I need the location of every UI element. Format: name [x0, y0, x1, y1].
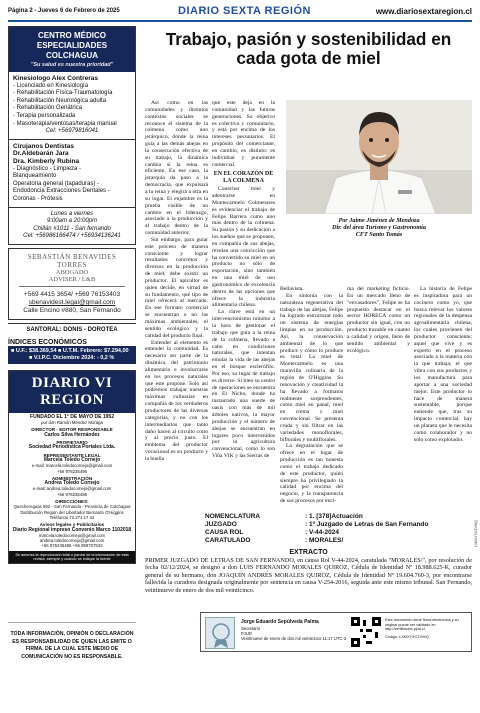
ads-emails: marcela.toledocornejo@gmail.com andrea.toledocornejo@gmail.com	[38, 532, 106, 544]
director-name: Carlos Silva Hernández	[44, 431, 100, 438]
legal-row	[145, 537, 472, 545]
service-item: Coronas - Prótesis	[13, 195, 63, 202]
lawyer-phones: +569 4415 3654/ +569 76153403	[23, 290, 121, 298]
lawyer-role: ABOGADO	[55, 268, 89, 276]
ad-tagline: "Su salud es nuestra prioridad"	[9, 62, 135, 72]
left-sidebar	[8, 26, 136, 564]
signer-org: PJUD	[241, 631, 252, 636]
caption-author: Por Jaime Jiménez de Mendoza	[338, 217, 420, 224]
paragraph: La degustación que se ofrece en el lugar de producción es tan honesta como el trabajo dedicado de este productor, quien siempre ha privilegiado la calidad por encima del negocio, y la transparencia de sus procesos por enci-	[280, 443, 343, 505]
service-item: Endodoncia Extracciones Dentales -	[13, 188, 110, 195]
legal-row	[145, 513, 472, 521]
paragraph: La historia de Felipe es inspiradora para un cocinero como yo, que busca relevar los valores regionales de la despensa agroalimentaria chilena, los cuales provienen del productor consciente: aquel que vive y es experto en el proceso asociado a la materia con la que trabaja; el que vibra con sus productos y los manufactura para aportar a una sociedad mejor. Este productor lo hace de manera sustentable, porque entiende que, tras su impacto comercial, hay un planeta que le necesita como colaborador y no solo como explotador.	[414, 286, 472, 443]
article-column-4	[347, 286, 410, 354]
author-photo	[286, 100, 472, 214]
lawyer-email[interactable]: sbenavidest.legal@gmail.com	[28, 298, 116, 306]
reproduction-note: Se autoriza la reproducción total o parcial de la información de esta revista, siempre y cuando se indique la fuente	[9, 551, 135, 563]
caption-institution: CFT Santo Tomás	[355, 231, 403, 239]
ads-contract: Diario Regional impreso Convenio Marco 1102018	[12, 526, 132, 533]
admin-email: e-mail: andrea.toledocornejo@gmail.com	[32, 486, 112, 492]
owner-heading: PROPIETARIO	[56, 440, 88, 446]
legal-key: NOMENCLATURA	[205, 513, 261, 520]
service-item: Operatoria general (tapaduras) -	[13, 180, 100, 187]
ads-heading: Avisos legales y Publicitarios	[39, 522, 105, 528]
verification-note: Este documento tiene firma electrónica y su original puede ser validado en http://verificadoc.pjud.cl	[385, 618, 459, 632]
legal-row	[145, 529, 472, 537]
diario-logo: DIARIO VI REGION	[9, 371, 135, 413]
dentist-name: Dra. Kimberly Rubina	[13, 157, 80, 165]
legal-value: : MORALES/	[305, 537, 344, 544]
verification-text	[385, 618, 469, 640]
indices-line: ■ U.F.: $38.369,54 ■ U.T.M. Febrero: $7.294,00	[11, 347, 129, 354]
address: Chillán #1011 - San fernando	[33, 225, 111, 232]
legal-key: CAUSA ROL	[205, 529, 244, 536]
schedule-hours: 9:00am a 20:00pm	[46, 218, 98, 225]
legal-key: JUZGADO	[205, 521, 237, 528]
founded: FUNDADO EL 1° DE MAYO DE 1952	[30, 413, 114, 420]
address-line: Distribución Región del Libertador Bernardo O'Higgins	[20, 509, 124, 515]
indices-line: ■ V.I.P.C. Diciembre 2024: - 0,2 %	[29, 354, 115, 361]
article-subheading: EN EL CORAZÓN DE LA COLMENA	[213, 171, 274, 185]
rep-email: e-mail: marcela.toledocornejo@gmail.com	[31, 463, 113, 469]
signer-meta	[241, 626, 346, 641]
chef-portrait-image	[286, 100, 472, 214]
paragraph: Sin embargo, para guiar este proceso de manera consciente y lograr resultados concretos y diversos en la producción de miel, debe existir un productor. El apicultor es quien decide, en virtud de su fundamento, qué tipo de miel ofrecerá al mercado. En ese formato comercial se encuentran o no las máximas ambientales, el sentido ecológico y la calidad del producto final.	[145, 236, 208, 339]
address-line: Quechereguas 592 - San Fernando - Provincia de Colchagua	[13, 504, 131, 510]
service-item: - Masoterapia/ventosas/terapia manual	[13, 120, 117, 127]
address-line: Teléfonos 72 271 17 42	[49, 514, 95, 520]
ad-title: CENTRO MÉDICO ESPECIALIDADES COLCHAGUA	[9, 27, 135, 62]
caption-role: Dir. del área Turismo y Gastronomía	[332, 224, 426, 232]
electronic-signature-box	[200, 612, 472, 652]
service-item: - Diagnóstico - Limpieza -	[13, 165, 82, 172]
page-header	[8, 4, 472, 22]
legal-notice	[145, 513, 472, 594]
article-column-5	[414, 286, 472, 443]
masthead-box	[8, 370, 136, 564]
service-item: Blanqueamiento	[13, 173, 57, 180]
service-item: - Rehabilitación Geriátrica	[13, 105, 83, 112]
paragraph: En sintonía con la naturaleza regenerativa del trabajo de las abejas, Felipe ha logrado estructurar todo un sistema de energías limpias en su producción. Así, la conservación ambiental de lo que produce y cómo lo produce es total. La miel de Montecarmelo es una maravilla culinaria de la región de O'Higgins. Su renovación y creatividad la ha llevado a formatos realmente sorprendentes, como miel en panal, miel en crema y miel convencional. Se presenta cruda y sin filtrar en las variedades monoflorales, biflorales y multiflorales.	[280, 292, 343, 443]
legal-value: : V-44-2024	[305, 529, 339, 536]
santoral: SANTORAL: DONIS - DOROTEA	[8, 323, 136, 333]
director-heading: DIRECTOR - EDITOR RESPONSABLE	[31, 427, 113, 433]
website-link[interactable]: www.diariosextaregion.cl	[375, 7, 472, 16]
paragraph: Bellavista.	[280, 286, 304, 292]
paragraph: La clave está en un intervencionismo mínimo a la hora de gestionar el trabajo que guía a la reina de la colmena, llevado a cabo en condiciones naturales, que intentan emular la vida de las abejas en el bosque esclerófilo. Por eso, su lugar de trabajo es diverso. Si bien su centro de operaciones se encuentra en El Nicho, donde ha instaurado una suerte de oasis con más de mil árboles nativos, la mayor producción y el número de abejas se encuentran en lugares poco intervenidos por la agricultura convencional, como lo son Viña VIK y las Sierras de	[212, 309, 275, 460]
addresses-heading: DIRECCIONES:	[55, 499, 89, 505]
legal-row	[145, 521, 472, 529]
rep-name: Marcela Toledo Cornejo	[43, 456, 101, 463]
signer-role: Secretario	[241, 626, 261, 631]
paragraph: que este deja en la comunidad y las futuras generaciones. Su objetivo es colectivo y comunitario, y está por encima de los intereses pecuniarios. El propósito del comerciante, en cambio, es distinto: es individual y puramente comercial.	[212, 100, 275, 168]
signer-name: Jorge Eduardo Sepúlveda Palma	[241, 619, 319, 625]
photo-caption	[286, 217, 472, 239]
lawyer-address: Calle Encino #880, San Fernando	[23, 306, 121, 314]
extract-heading: EXTRACTO	[289, 549, 328, 556]
side-code: LXMXYXCZVWQ	[474, 520, 478, 548]
article-title: Trabajo, pasión y sostenibilidad en cada gota de miel	[165, 29, 452, 68]
lawyer-role: ADVISER / L&B	[48, 275, 96, 283]
service-item: - Terapia personalizada	[13, 112, 76, 119]
medical-center-ad	[8, 26, 136, 245]
paragraph: ma del marketing ficticio. En un mercado lleno de "envasadores", Felipe se ha propuesto destacar en el sector HORECA como un productor sin igual, con un producto trazable en cuanto a calidad y origen, lleno de sentido ambiental y ecológico.	[347, 286, 410, 354]
paragraph: Entender al elemento es entender la comunidad. Es necesario ser parte de la dinámica del patrimonio alimentario e involucrarse en los procesos naturales que este propone. Solo así podremos trabajar nuestras máximas culinarias en compañía de los verdaderos productores de las diversas categorías, y no con los intermediarios que tanto daño hacen al circuito corto y al precio justo. El emblema del productor vocacional es su producto y la huella	[145, 339, 208, 462]
phones: Cel: +56986166474 / +56934136241	[23, 233, 121, 240]
legal-value: : 1º Juzgado de Letras de San Fernando	[305, 521, 429, 528]
admin-name: Andrea Toledo Cornejo	[44, 480, 100, 487]
owner-name: Sociedad Periodística Portales Ltda.	[28, 444, 116, 451]
lawyer-name: SEBASTIÁN BENAVIDES TORRES	[27, 252, 117, 269]
article-column-3	[280, 286, 343, 505]
kinesiologist-name: Kinesiologo Alex Contreras	[13, 75, 98, 82]
indices-title: ÍNDICES ECONÓMICOS	[8, 338, 87, 346]
verification-code: Código: LXMXYXCZVWQ	[385, 635, 429, 640]
admin-phone: +56 976235496	[57, 491, 87, 497]
service-item: - Rehabilitación Neurológica adulta	[13, 97, 107, 104]
dentist-name: Dr.Aldebarán Jara	[13, 150, 69, 158]
kinesiologist-phone: Cel: +56979816041	[45, 128, 99, 135]
service-item: - Licenciado en Kinesiología	[13, 82, 89, 89]
ads-phones: +56 976235496 +56 958707532	[41, 543, 103, 549]
legal-key: CARATULADO	[205, 537, 251, 544]
dentists-heading: Cirujanos Dentistas	[13, 142, 75, 150]
qr-code-icon[interactable]	[351, 617, 381, 647]
extract-text: PRIMER JUZGADO DE LETRAS DE SAN FERNANDO, en causa Rol V-44-2024, caratulada "MORALES/", por resolución de fecha 02/12/2024, se designó a don LUIS FERNANDO MORALES QUIROZ, Cédula de Identidad Nº 18.988.625-K, curador general de su hermano, don JOAQUÍN ANDRÉS MORALES QUIROZ, Cédula de Identidad Nº 19.604.760-3, por encontrarse fallecida la curadora designada originalmente por sentencia en causa V-254-2016, seguida ante este mismo tribunal. San Fernando, veintinueve de enero de dos mil veinticinco.	[145, 557, 472, 594]
certificate-icon	[205, 617, 235, 649]
economic-indices	[8, 339, 136, 364]
rep-heading: REPRESENTANTE LEGAL	[43, 452, 101, 458]
signer-date: Veintinueve de enero de dos mil veinticinco 11:17 UTC-3	[241, 636, 347, 641]
schedule: Lunes a viernes	[50, 210, 94, 217]
article-column-2	[212, 100, 275, 460]
admin-heading: ADMINISTRACIÓN	[51, 475, 93, 481]
paragraph: Así como en las comunidades y distintos contextos sociales se reconoce el sistema de la colmena como uno jerárquico, donde la reina guía a las demás abejas en la consecución efectiva de su trabajo, la dinámica cambia si la reina es eficiente. En ese caso, la jerarquía da paso a la democracia, que expulsará a la reina y elegirá a otra en su lugar. El enjambre es la prueba visible de un cambio en el liderazgo, asociado a la producción y al trabajo dentro de la comunidad anterior.	[145, 100, 208, 237]
paragraph: Conechar miel y adentrarse en Montecarmelo Colmenares es evidenciar el trabajo de Felipe Barrera como uno más dentro de la colmena. Su pasión y su dedicación a los sueños que se proponen, en compañía de sus abejas, revelan una convicción que ha convertido su miel en un producto no sólo de exportación, sino también en una miel de uso gastronómico de excelencia dentro de las opciones que ofrece la industria alimentaria chilena.	[212, 186, 275, 309]
service-item: - Rehabilitación Física-Traumatología	[13, 90, 113, 97]
legal-value: : 1. [378]Actuación	[305, 513, 363, 520]
article-column-1	[145, 100, 208, 463]
founder: por don Ramón Mendez Moraga	[41, 420, 103, 426]
lawyer-ad	[8, 248, 136, 320]
page-number: Página 2 - Jueves 6 de Febrero de 2025	[8, 8, 120, 14]
rep-phone: +56 976235496	[57, 468, 87, 474]
disclaimer-notice: TODA INFORMACIÓN, OPINIÓN O DECLARACIÓN ES RESPONSABILIDAD DE QUIEN LAS EMITE O FIRMA. DE LA CUAL ESTE MEDIO DE COMUNICACIÓN NO ES RESPONSABLE.	[8, 622, 136, 661]
masthead-title: DIARIO SEXTA REGIÓN	[178, 5, 311, 17]
